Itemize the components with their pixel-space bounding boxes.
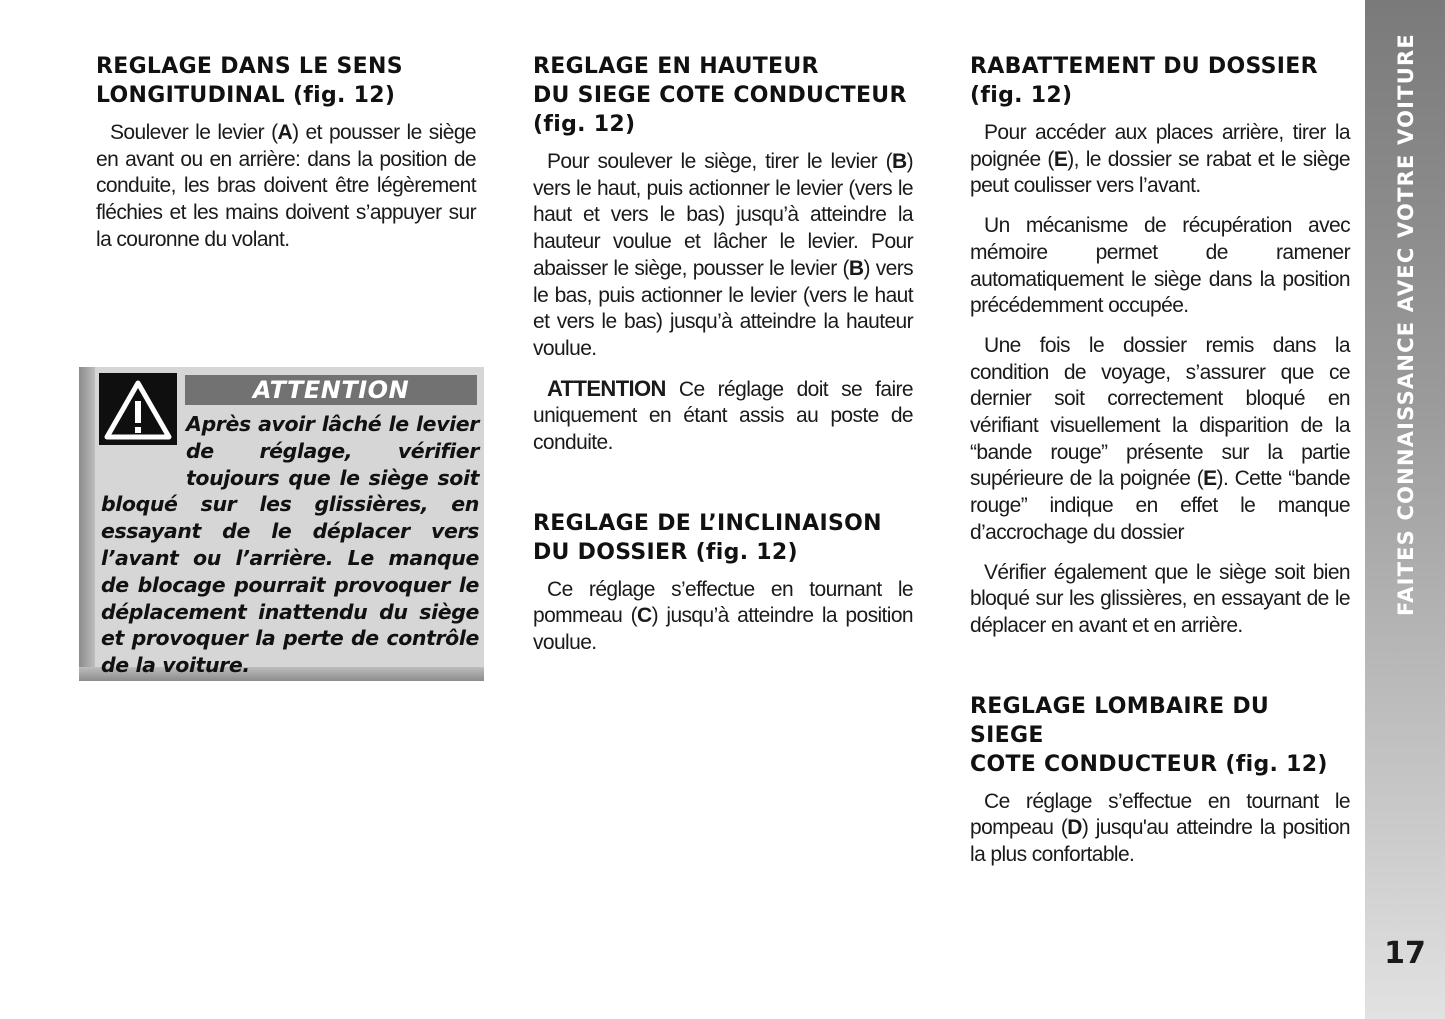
paragraph-height: Pour soulever le siège, tirer le levier (B) vers le haut, puis actionner le levier (vers le haut et vers le bas) jusqu’à atteindre la hauteur voulue et lâcher le levier. Pour abaisser le siège, pousser le levier (B) vers le bas, puis actionner le levier (vers le haut et vers le bas) jusqu’à atteindre la hauteur voulue. <box>533 150 913 360</box>
column-2 <box>533 52 913 657</box>
paragraph-lumbar: Ce réglage s’effectue en tournant le pompeau (D) jusqu'au atteindre la position la plus confortable. <box>970 789 1350 867</box>
warning-text: Après avoir lâché le levier de réglage, vérifier toujours que le siège soit bloqué sur les glissières, en essayant de le déplacer vers l’avant ou l’arrière. Le manque de blocage pourrait provoquer le déplacement inattendu du siège et provoquer la perte de contrôle de la voiture. <box>101 412 479 678</box>
page-number: 17 <box>1384 936 1426 971</box>
section-title-height: REGLAGE EN HAUTEUR DU SIEGE COTE CONDUCTEUR (fig. 12) <box>533 54 907 137</box>
chapter-title: FAITES CONNAISSANCE AVEC VOTRE VOITURE <box>1394 33 1418 616</box>
paragraph-attention-note: ATTENTION Ce réglage doit se faire uniquement en étant assis au poste de conduite. <box>533 375 913 455</box>
paragraph-fold-2: Un mécanisme de récupération avec mémoire permet de ramener automatiquement le siège dans la position précédemment occupée. <box>970 214 1350 318</box>
paragraph-fold-3: Une fois le dossier remis dans la condition de voyage, s’assurer que ce dernier soit correctement bloqué en vérifiant visuellement la disparition de la “bande rouge” présente sur la partie supérieure de la poignée (E). Cette “bande rouge” indique en effet le manque d’accrochage du dossier <box>970 333 1350 544</box>
section-title-lumbar: REGLAGE LOMBAIRE DU SIEGE COTE CONDUCTEUR (fig. 12) <box>970 693 1328 777</box>
column-1 <box>96 52 476 254</box>
paragraph-fold-4: Vérifier également que le siège soit bien bloqué sur les glissières, en essayant de le déplacer en avant et en arrière. <box>970 560 1350 637</box>
warning-box <box>79 367 484 681</box>
section-title-recline: REGLAGE DE L’INCLINAISON DU DOSSIER (fig. 12) <box>533 510 882 565</box>
paragraph-fold-1: Pour accéder aux places arrière, tirer la poignée (E), le dossier se rabat et le siège peut coulisser vers l’avant. <box>970 121 1350 198</box>
column-3 <box>970 52 1350 869</box>
section-title-longitudinal: REGLAGE DANS LE SENS LONGITUDINAL (fig. 12) <box>96 54 403 108</box>
warning-title: ATTENTION <box>185 375 477 405</box>
paragraph-longitudinal: Soulever le levier (A) et pousser le siège en avant ou en arrière: dans la position de conduite, les bras doivent être légèrement fléchies et les mains doivent s’appuyer sur la couronne du volant. <box>96 121 476 251</box>
paragraph-recline: Ce réglage s’effectue en tournant le pommeau (C) jusqu’à atteindre la position voulue. <box>533 577 913 655</box>
chapter-sidebar <box>1365 0 1445 1019</box>
section-title-fold: RABATTEMENT DU DOSSIER (fig. 12) <box>970 54 1318 108</box>
